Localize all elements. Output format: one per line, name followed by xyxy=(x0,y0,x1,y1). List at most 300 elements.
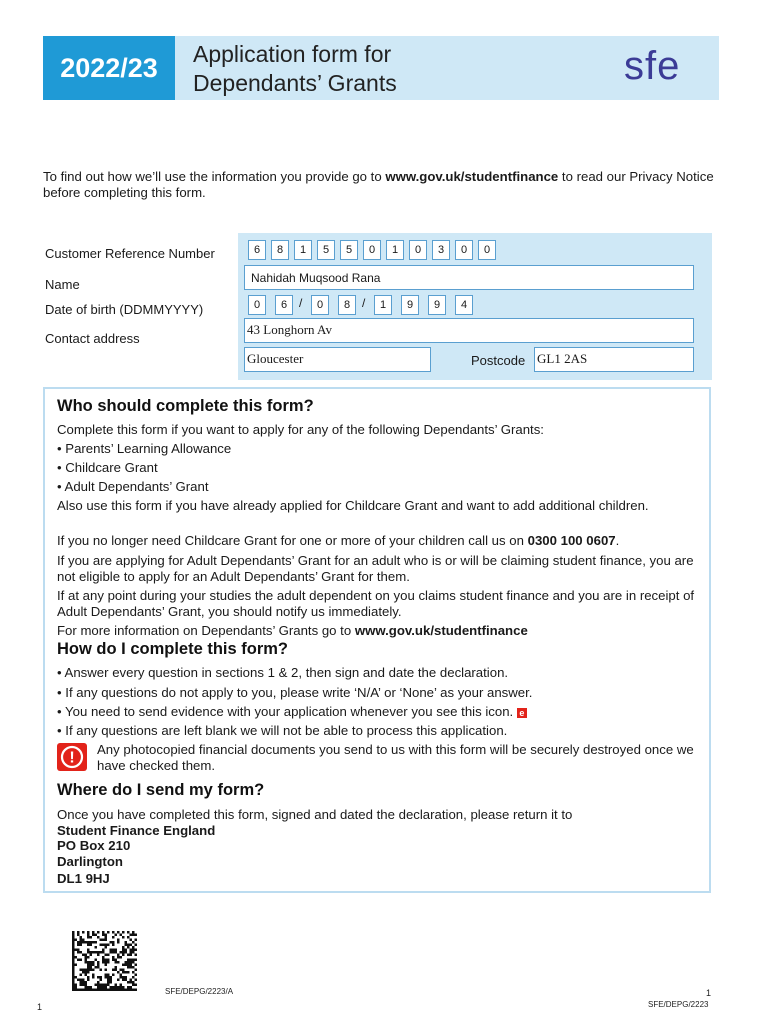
crn-digit-cell[interactable]: 0 xyxy=(455,240,473,260)
barcode-module xyxy=(112,956,115,959)
barcode-module xyxy=(107,961,110,964)
postcode-label: Postcode xyxy=(471,353,526,368)
barcode-module xyxy=(127,931,130,934)
barcode-module xyxy=(77,949,80,952)
barcode-module xyxy=(87,931,90,934)
how-heading: How do I complete this form? xyxy=(57,640,289,658)
barcode-module xyxy=(87,961,90,964)
barcode-module xyxy=(72,981,75,984)
barcode-module xyxy=(105,969,108,972)
barcode-module xyxy=(105,959,108,962)
barcode-module xyxy=(112,949,115,952)
form-title-line1: Application form for xyxy=(193,41,392,67)
barcode-module xyxy=(80,944,83,947)
dob-digit-cell[interactable]: 0 xyxy=(311,295,329,315)
barcode-module xyxy=(97,964,100,967)
barcode-module xyxy=(130,939,133,942)
barcode-module xyxy=(112,974,115,977)
who-no-longer xyxy=(57,533,707,549)
dob-separator: / xyxy=(299,296,303,310)
form-code-right: SFE/DEPG/2223 xyxy=(648,1000,709,1009)
form-title xyxy=(193,40,397,98)
barcode-module xyxy=(77,934,80,937)
datamatrix-barcode xyxy=(72,931,137,991)
barcode-module xyxy=(87,941,90,944)
barcode-module xyxy=(87,986,90,989)
barcode-module xyxy=(97,989,100,992)
barcode-module xyxy=(97,976,100,979)
barcode-module xyxy=(127,961,130,964)
barcode-module xyxy=(112,986,115,989)
page-number-left: 1 xyxy=(37,1002,43,1012)
barcode-module xyxy=(80,936,83,939)
barcode-module xyxy=(117,971,120,974)
address-line1-field[interactable]: 43 Longhorn Av xyxy=(244,318,694,343)
barcode-module xyxy=(87,949,90,952)
sfe-logo: sfe xyxy=(624,44,681,88)
barcode-module xyxy=(122,986,125,989)
barcode-module xyxy=(132,949,135,952)
crn-label: Customer Reference Number xyxy=(45,246,215,261)
barcode-module xyxy=(115,949,118,952)
return-address-line3: Darlington xyxy=(57,854,123,869)
barcode-module xyxy=(122,949,125,952)
barcode-module xyxy=(132,989,135,992)
who-adult: If you are applying for Adult Dependants’ Grant for an adult who is or will be claiming student finance, you are not eligible to apply for an Adult Dependants’ Grant for them. xyxy=(57,553,694,584)
barcode-module xyxy=(127,964,130,967)
crn-digit-cell[interactable]: 5 xyxy=(340,240,358,260)
barcode-module xyxy=(85,974,88,977)
barcode-module xyxy=(82,989,85,992)
barcode-module xyxy=(122,989,125,992)
barcode-module xyxy=(85,986,88,989)
barcode-module xyxy=(102,949,105,952)
who-heading: Who should complete this form? xyxy=(57,397,314,415)
barcode-module xyxy=(102,951,105,954)
crn-digit-cell[interactable]: 1 xyxy=(294,240,312,260)
barcode-module xyxy=(75,986,78,989)
crn-digit-cell[interactable]: 8 xyxy=(271,240,289,260)
barcode-module xyxy=(72,954,75,957)
privacy-notice xyxy=(43,169,733,201)
barcode-module xyxy=(115,969,118,972)
barcode-module xyxy=(120,976,123,979)
barcode-module xyxy=(72,959,75,962)
barcode-module xyxy=(72,934,75,937)
barcode-module xyxy=(82,931,85,934)
barcode-module xyxy=(80,979,83,982)
barcode-module xyxy=(95,959,98,962)
dob-digit-cell[interactable]: 8 xyxy=(338,295,356,315)
barcode-module xyxy=(115,986,118,989)
who-no-longer-pre: If you no longer need Childcare Grant for one or more of your children call us on xyxy=(57,533,528,548)
barcode-module xyxy=(77,989,80,992)
address-label: Contact address xyxy=(45,331,140,346)
barcode-module xyxy=(122,951,125,954)
barcode-module xyxy=(125,944,128,947)
barcode-module xyxy=(105,939,108,942)
barcode-module xyxy=(135,969,138,972)
barcode-module xyxy=(107,974,110,977)
page-number-right: 1 xyxy=(706,988,712,998)
barcode-module xyxy=(85,956,88,959)
who-intro: Complete this form if you want to apply for any of the following Dependants’ Grants: xyxy=(57,422,544,437)
who-bullet-pla: • Parents’ Learning Allowance xyxy=(57,441,232,456)
barcode-module xyxy=(127,936,130,939)
barcode-module xyxy=(82,979,85,982)
barcode-module xyxy=(122,946,125,949)
barcode-module xyxy=(122,969,125,972)
barcode-module xyxy=(82,969,85,972)
barcode-module xyxy=(72,961,75,964)
crn-digit-cell[interactable]: 0 xyxy=(363,240,381,260)
barcode-module xyxy=(72,956,75,959)
return-address-line2: PO Box 210 xyxy=(57,838,131,853)
barcode-module xyxy=(90,961,93,964)
barcode-module xyxy=(110,941,113,944)
barcode-module xyxy=(102,986,105,989)
barcode-module xyxy=(100,939,103,942)
barcode-module xyxy=(130,966,133,969)
barcode-module xyxy=(135,954,138,957)
barcode-module xyxy=(72,941,75,944)
barcode-module xyxy=(107,989,110,992)
barcode-module xyxy=(122,936,125,939)
barcode-module xyxy=(102,959,105,962)
barcode-module xyxy=(117,979,120,982)
barcode-module xyxy=(105,954,108,957)
barcode-module xyxy=(105,946,108,949)
barcode-module xyxy=(72,946,75,949)
barcode-module xyxy=(127,954,130,957)
barcode-module xyxy=(87,956,90,959)
barcode-module xyxy=(130,981,133,984)
barcode-module xyxy=(80,941,83,944)
barcode-module xyxy=(132,934,135,937)
dob-digit-cell[interactable]: 6 xyxy=(275,295,293,315)
barcode-module xyxy=(80,969,83,972)
barcode-module xyxy=(97,951,100,954)
barcode-module xyxy=(102,931,105,934)
barcode-module xyxy=(80,939,83,942)
who-more-pre: For more information on Dependants’ Grants go to xyxy=(57,623,355,638)
address-line2-field[interactable]: Gloucester xyxy=(244,347,431,372)
barcode-module xyxy=(135,934,138,937)
barcode-module xyxy=(107,931,110,934)
barcode-module xyxy=(115,961,118,964)
barcode-module xyxy=(82,971,85,974)
barcode-module xyxy=(72,966,75,969)
warning-icon xyxy=(57,743,87,771)
barcode-module xyxy=(100,969,103,972)
barcode-module xyxy=(125,941,128,944)
barcode-module xyxy=(110,981,113,984)
barcode-module xyxy=(80,959,83,962)
barcode-module xyxy=(107,959,110,962)
barcode-module xyxy=(122,976,125,979)
barcode-module xyxy=(120,951,123,954)
barcode-module xyxy=(115,934,118,937)
barcode-module xyxy=(85,984,88,987)
barcode-module xyxy=(122,954,125,957)
barcode-module xyxy=(132,981,135,984)
barcode-module xyxy=(72,931,75,934)
barcode-module xyxy=(85,981,88,984)
barcode-module xyxy=(80,951,83,954)
dob-digit-cell[interactable]: 9 xyxy=(428,295,446,315)
dob-digit-cell[interactable]: 4 xyxy=(455,295,473,315)
barcode-module xyxy=(102,984,105,987)
postcode-field[interactable]: GL1 2AS xyxy=(534,347,694,372)
who-notify: If at any point during your studies the adult dependent on you claims student finance and you are in receipt of Adult Dependants’ Grant, you should notify us immediately. xyxy=(57,588,695,619)
barcode-module xyxy=(95,946,98,949)
who-bullet-childcare: • Childcare Grant xyxy=(57,460,158,475)
barcode-module xyxy=(87,979,90,982)
barcode-module xyxy=(72,964,75,967)
barcode-module xyxy=(125,961,128,964)
barcode-module xyxy=(75,956,78,959)
barcode-module xyxy=(125,949,128,952)
warning-icon-glyph: ! xyxy=(69,749,75,767)
barcode-module xyxy=(80,984,83,987)
barcode-module xyxy=(100,989,103,992)
barcode-module xyxy=(112,969,115,972)
barcode-module xyxy=(127,959,130,962)
barcode-module xyxy=(105,976,108,979)
barcode-module xyxy=(90,969,93,972)
barcode-module xyxy=(72,951,75,954)
who-more xyxy=(57,623,707,639)
barcode-module xyxy=(135,979,138,982)
barcode-module xyxy=(117,941,120,944)
barcode-module xyxy=(75,984,78,987)
barcode-module xyxy=(122,971,125,974)
barcode-module xyxy=(75,949,78,952)
barcode-module xyxy=(130,944,133,947)
barcode-module xyxy=(112,959,115,962)
barcode-module xyxy=(77,931,80,934)
barcode-module xyxy=(87,976,90,979)
barcode-module xyxy=(130,964,133,967)
barcode-module xyxy=(90,944,93,947)
crn-digit-cell[interactable]: 6 xyxy=(248,240,266,260)
barcode-module xyxy=(110,951,113,954)
how-bullet-1: • Answer every question in sections 1 & 2, then sign and date the declaration. xyxy=(57,665,509,680)
crn-digit-cell[interactable]: 0 xyxy=(409,240,427,260)
barcode-module xyxy=(90,966,93,969)
barcode-module xyxy=(95,966,98,969)
barcode-module xyxy=(132,946,135,949)
barcode-module xyxy=(72,989,75,992)
barcode-module xyxy=(132,951,135,954)
crn-digit-cell[interactable]: 5 xyxy=(317,240,335,260)
barcode-module xyxy=(87,951,90,954)
barcode-module xyxy=(87,989,90,992)
barcode-module xyxy=(125,989,128,992)
barcode-module xyxy=(107,981,110,984)
barcode-module xyxy=(90,986,93,989)
barcode-module xyxy=(92,951,95,954)
evidence-icon: e xyxy=(517,708,527,718)
barcode-module xyxy=(110,989,113,992)
crn-digit-cell[interactable]: 3 xyxy=(432,240,450,260)
barcode-module xyxy=(92,974,95,977)
barcode-module xyxy=(105,964,108,967)
crn-digit-cell[interactable]: 1 xyxy=(386,240,404,260)
barcode-module xyxy=(132,959,135,962)
barcode-module xyxy=(127,971,130,974)
barcode-module xyxy=(90,989,93,992)
barcode-module xyxy=(100,986,103,989)
barcode-module xyxy=(130,989,133,992)
barcode-module xyxy=(127,944,130,947)
barcode-module xyxy=(120,956,123,959)
barcode-module xyxy=(100,976,103,979)
barcode-module xyxy=(97,981,100,984)
barcode-module xyxy=(130,949,133,952)
barcode-module xyxy=(115,984,118,987)
barcode-module xyxy=(107,979,110,982)
crn-digit-cell[interactable]: 0 xyxy=(478,240,496,260)
barcode-module xyxy=(100,944,103,947)
barcode-module xyxy=(92,989,95,992)
barcode-module xyxy=(80,974,83,977)
barcode-module xyxy=(82,984,85,987)
barcode-module xyxy=(72,936,75,939)
barcode-module xyxy=(105,944,108,947)
where-intro: Once you have completed this form, signed and dated the declaration, please return it to xyxy=(57,807,573,822)
barcode-module xyxy=(132,966,135,969)
barcode-module xyxy=(112,944,115,947)
barcode-module xyxy=(90,936,93,939)
barcode-module xyxy=(85,941,88,944)
name-field[interactable]: Nahidah Muqsood Rana xyxy=(244,265,694,290)
barcode-module xyxy=(97,954,100,957)
barcode-module xyxy=(77,979,80,982)
barcode-module xyxy=(120,984,123,987)
barcode-module xyxy=(135,974,138,977)
barcode-module xyxy=(120,989,123,992)
barcode-module xyxy=(112,936,115,939)
privacy-link[interactable]: www.gov.uk/studentfinance xyxy=(385,169,559,184)
barcode-module xyxy=(87,966,90,969)
barcode-module xyxy=(72,984,75,987)
barcode-module xyxy=(110,949,113,952)
barcode-module xyxy=(90,954,93,957)
barcode-module xyxy=(115,951,118,954)
how-bullet-3 xyxy=(57,704,707,720)
barcode-module xyxy=(130,979,133,982)
barcode-module xyxy=(112,989,115,992)
dob-digit-cell[interactable]: 9 xyxy=(401,295,419,315)
barcode-module xyxy=(75,976,78,979)
barcode-module xyxy=(95,951,98,954)
more-info-link[interactable]: www.gov.uk/studentfinance xyxy=(354,623,528,638)
form-code: SFE/DEPG/2223/A xyxy=(165,987,234,996)
barcode-module xyxy=(85,961,88,964)
barcode-module xyxy=(117,961,120,964)
barcode-module xyxy=(97,931,100,934)
barcode-module xyxy=(127,989,130,992)
barcode-module xyxy=(125,979,128,982)
barcode-module xyxy=(135,944,138,947)
barcode-module xyxy=(90,951,93,954)
barcode-module xyxy=(72,986,75,989)
academic-year-badge: 2022/23 xyxy=(43,36,175,100)
dob-digit-cell[interactable]: 0 xyxy=(248,295,266,315)
barcode-module xyxy=(72,969,75,972)
barcode-module xyxy=(125,951,128,954)
barcode-module xyxy=(130,961,133,964)
barcode-module xyxy=(127,946,130,949)
barcode-module xyxy=(130,959,133,962)
barcode-module xyxy=(122,964,125,967)
barcode-module xyxy=(105,934,108,937)
barcode-module xyxy=(85,969,88,972)
barcode-module xyxy=(132,961,135,964)
barcode-module xyxy=(117,986,120,989)
barcode-module xyxy=(87,944,90,947)
barcode-module xyxy=(135,989,138,992)
barcode-module xyxy=(115,966,118,969)
barcode-module xyxy=(75,964,78,967)
how-bullet-2: • If any questions do not apply to you, please write ‘N/A’ or ‘None’ as your answer. xyxy=(57,685,533,700)
barcode-module xyxy=(92,964,95,967)
dob-digit-cell[interactable]: 1 xyxy=(374,295,392,315)
barcode-module xyxy=(115,989,118,992)
dob-label: Date of birth (DDMMYYYY) xyxy=(45,302,204,317)
warning-text: Any photocopied financial documents you send to us with this form will be securely destroyed once we have checked them. xyxy=(97,742,694,773)
barcode-module xyxy=(122,931,125,934)
barcode-module xyxy=(92,961,95,964)
barcode-module xyxy=(87,969,90,972)
barcode-module xyxy=(82,941,85,944)
barcode-module xyxy=(112,941,115,944)
barcode-module xyxy=(110,976,113,979)
barcode-module xyxy=(100,951,103,954)
barcode-module xyxy=(105,974,108,977)
barcode-module xyxy=(75,939,78,942)
barcode-module xyxy=(130,934,133,937)
barcode-module xyxy=(125,964,128,967)
barcode-module xyxy=(132,931,135,934)
barcode-module xyxy=(120,974,123,977)
barcode-module xyxy=(102,961,105,964)
barcode-module xyxy=(87,934,90,937)
barcode-module xyxy=(97,961,100,964)
barcode-module xyxy=(92,941,95,944)
barcode-module xyxy=(120,986,123,989)
barcode-module xyxy=(72,944,75,947)
barcode-module xyxy=(132,976,135,979)
barcode-module xyxy=(87,971,90,974)
barcode-module xyxy=(105,984,108,987)
barcode-module xyxy=(135,949,138,952)
barcode-module xyxy=(102,956,105,959)
barcode-module xyxy=(122,979,125,982)
barcode-module xyxy=(85,959,88,962)
barcode-module xyxy=(95,934,98,937)
barcode-module xyxy=(75,989,78,992)
phone-number: 0300 100 0607 xyxy=(527,533,616,548)
how-bullet-4: • If any questions are left blank we will not be able to process this application. xyxy=(57,723,508,738)
barcode-module xyxy=(95,989,98,992)
barcode-module xyxy=(95,984,98,987)
barcode-module xyxy=(117,939,120,942)
name-label: Name xyxy=(45,277,80,292)
barcode-module xyxy=(85,989,88,992)
return-address-line1: Student Finance England xyxy=(57,823,216,838)
